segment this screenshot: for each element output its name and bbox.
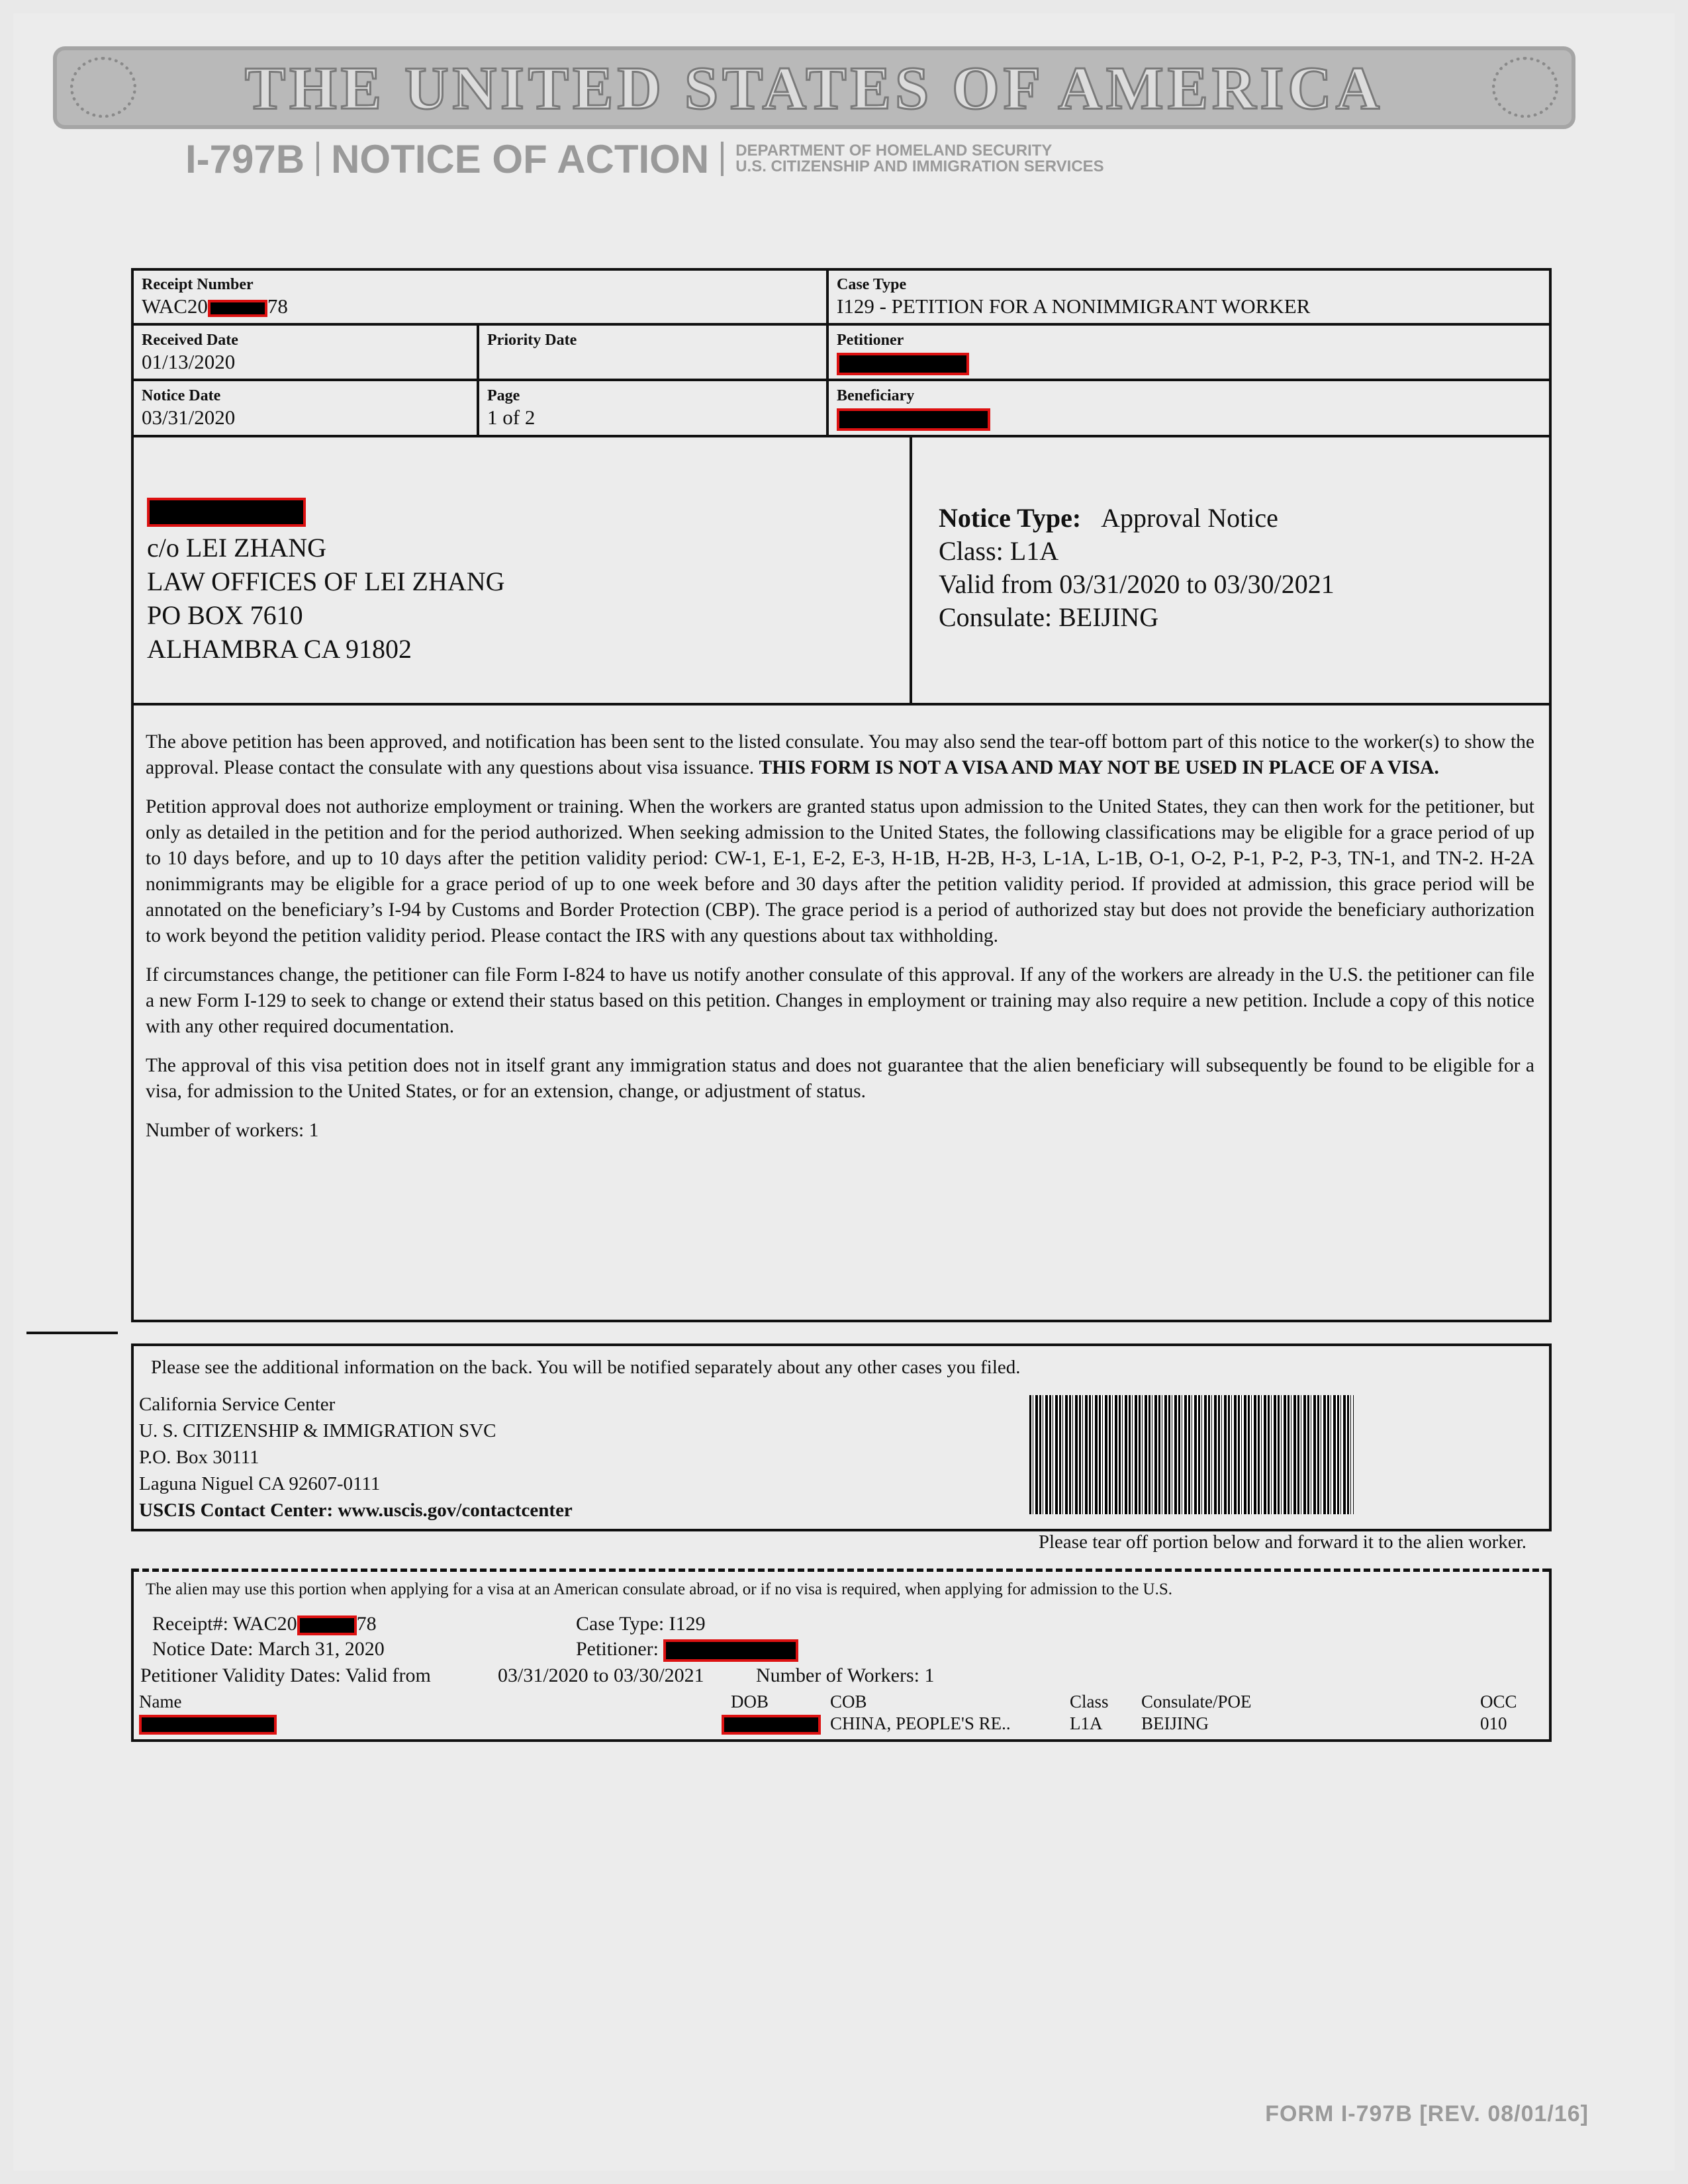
case-type-cell <box>830 271 1545 323</box>
page-value: 1 of 2 <box>487 406 536 429</box>
redaction-bar <box>837 353 969 375</box>
body-paragraph-4: The approval of this visa petition does not in itself grant any immigration status and does not guarantee that the alien beneficiary will subsequently be found to be eligible for a visa, for admission to the United States, or for an extension, change, or adjustment of status. <box>146 1055 1534 1102</box>
notice-body <box>146 729 1534 1157</box>
stub-validity-label: Petitioner Validity Dates: Valid from <box>140 1664 431 1686</box>
notice-consulate: Consulate: BEIJING <box>939 602 1159 632</box>
notice-date-label: Notice Date <box>142 387 221 404</box>
divider <box>826 268 829 436</box>
body-p1-warning: THIS FORM IS NOT A VISA AND MAY NOT BE USED IN PLACE OF A VISA. <box>759 757 1439 778</box>
page-label: Page <box>487 387 520 404</box>
col-class: Class <box>1070 1692 1109 1711</box>
notice-type-value: Approval Notice <box>1101 503 1278 533</box>
stub-receipt <box>152 1612 377 1636</box>
barcode-icon <box>1029 1395 1354 1514</box>
petitioner-value <box>837 349 1538 375</box>
body-p1-text: The above petition has been approved, and notification has been sent to the listed consulate. You may also send the tear-off bottom part of this notice to the worker(s) to show the approval. Please contact the consulate with any questions about visa issuance. <box>146 731 1534 778</box>
receipt-number-cell <box>135 271 823 323</box>
redaction-bar <box>147 498 306 527</box>
receipt-suffix: 78 <box>267 295 288 318</box>
stub-name-value <box>139 1711 277 1735</box>
case-type-value: I129 - PETITION FOR A NONIMMIGRANT WORKER <box>837 295 1311 318</box>
redaction-bar <box>722 1715 821 1735</box>
stub-petitioner <box>576 1637 798 1662</box>
stub-case-type: Case Type: I129 <box>576 1613 706 1635</box>
divider <box>131 323 1552 326</box>
petitioner-label: Petitioner <box>837 332 904 349</box>
office-line2: U. S. CITIZENSHIP & IMMIGRATION SVC <box>139 1420 496 1441</box>
banner-title: THE UNITED STATES OF AMERICA <box>244 54 1384 122</box>
divider <box>477 323 479 435</box>
stub-receipt-prefix: Receipt#: WAC20 <box>152 1613 297 1635</box>
beneficiary-label: Beneficiary <box>837 387 915 404</box>
mailing-address <box>147 498 505 666</box>
number-of-workers: Number of workers: 1 <box>146 1120 319 1141</box>
office-line3: P.O. Box 30111 <box>139 1447 259 1468</box>
notice-type <box>939 502 1335 535</box>
beneficiary-cell <box>830 383 1545 435</box>
notice-of-action-title: NOTICE OF ACTION <box>331 136 710 181</box>
divider <box>131 703 1552 705</box>
fold-mark <box>26 1332 118 1334</box>
dept-line2: U.S. CITIZENSHIP AND IMMIGRATION SERVICES <box>735 158 1104 175</box>
see-back-note: Please see the additional information on the back. You will be notified separately about any other cases you filed. <box>151 1357 1021 1378</box>
stub-workers: Number of Workers: 1 <box>756 1664 935 1686</box>
address-line3: PO BOX 7610 <box>147 600 303 630</box>
stub-notice-date: Notice Date: March 31, 2020 <box>152 1638 385 1660</box>
redaction-bar <box>297 1615 357 1635</box>
address-line1: c/o LEI ZHANG <box>147 533 327 563</box>
addressee-name <box>147 498 505 531</box>
rosette-right-icon <box>1492 57 1558 118</box>
page-cell <box>481 383 821 434</box>
body-paragraph-3: If circumstances change, the petitioner can file Form I-824 to have us notify another consulate of this approval. If any of the workers are already in the U.S. the petitioner can file a new Form I-129 to seek to change or extend their status based on this petition. Changes in employment or training may also require a new petition. Include a copy of this notice with any other required documentation. <box>146 964 1534 1037</box>
notice-date-value: 03/31/2020 <box>142 406 236 429</box>
department-name <box>735 143 1104 175</box>
rosette-left-icon <box>70 57 136 118</box>
title-divider <box>316 142 319 176</box>
notice-type-block <box>939 502 1335 634</box>
stub-occ-value: 010 <box>1480 1713 1507 1733</box>
divider <box>131 435 1552 437</box>
notice-type-label: Notice Type: <box>939 503 1082 533</box>
stub-cob-value: CHINA, PEOPLE'S RE.. <box>830 1713 1011 1733</box>
service-center-address <box>139 1391 573 1524</box>
notice-valid-dates: Valid from 03/31/2020 to 03/30/2021 <box>939 569 1335 599</box>
stub-receipt-suffix: 78 <box>356 1613 377 1635</box>
col-cob: COB <box>830 1692 867 1711</box>
redaction-bar <box>663 1639 798 1662</box>
divider <box>910 435 912 704</box>
beneficiary-value <box>837 405 1538 431</box>
office-line4: Laguna Niguel CA 92607-0111 <box>139 1473 381 1494</box>
col-name: Name <box>139 1692 182 1711</box>
priority-date-label: Priority Date <box>487 332 577 349</box>
receipt-prefix: WAC20 <box>142 295 208 318</box>
body-paragraph-1 <box>146 729 1534 781</box>
address-line2: LAW OFFICES OF LEI ZHANG <box>147 567 505 596</box>
stub-class-value: L1A <box>1070 1713 1103 1733</box>
stub-intro: The alien may use this portion when applying for a visa at an American consulate abroad, or if no visa is required, when applying for admission to the U.S. <box>146 1580 1173 1598</box>
col-dob: DOB <box>731 1692 769 1711</box>
col-consulate: Consulate/POE <box>1141 1692 1252 1711</box>
title-divider <box>721 142 724 176</box>
form-number: I-797B <box>185 136 305 181</box>
redaction-bar <box>837 408 990 431</box>
form-title-row <box>185 132 1104 185</box>
stub-dob-value <box>722 1711 821 1735</box>
tear-off-instruction: Please tear off portion below and forward it to the alien worker. <box>1038 1531 1526 1553</box>
header-banner <box>53 46 1575 129</box>
received-date-cell <box>135 327 473 379</box>
received-date-value: 01/13/2020 <box>142 350 236 373</box>
receipt-number-label: Receipt Number <box>142 276 254 293</box>
office-line1: California Service Center <box>139 1394 336 1415</box>
stub-consulate-value: BEIJING <box>1141 1713 1209 1733</box>
notice-date-cell <box>135 383 473 434</box>
received-date-label: Received Date <box>142 332 238 349</box>
priority-date-cell <box>481 327 821 353</box>
case-type-label: Case Type <box>837 276 907 293</box>
address-line4: ALHAMBRA CA 91802 <box>147 634 412 664</box>
form-revision: FORM I-797B [REV. 08/01/16] <box>1265 2101 1589 2126</box>
notice-class: Class: L1A <box>939 536 1059 566</box>
petitioner-cell <box>830 327 1545 379</box>
stub-petitioner-label: Petitioner: <box>576 1638 659 1660</box>
stub-validity-dates: 03/31/2020 to 03/30/2021 <box>498 1664 704 1686</box>
redaction-bar <box>139 1715 277 1735</box>
redaction-bar <box>208 300 267 317</box>
dept-line1: DEPARTMENT OF HOMELAND SECURITY <box>735 142 1053 159</box>
receipt-number-value <box>142 294 817 319</box>
col-occ: OCC <box>1480 1692 1517 1711</box>
body-paragraph-2: Petition approval does not authorize employment or training. When the workers are granted status upon admission to the United States, they can then work for the petitioner, but only as detailed in the petition and for the period authorized. When seeking admission to the United States, the following classifications may be eligible for a grace period of up to 10 days before, and up to 10 days after the petition validity period: CW-1, E-1, E-2, E-3, H-1B, H-2B, H-3, L-1A, L-1B, O-1, O-2, P-1, P-2, P-3, TN-1, and TN-2. H-2A nonimmigrants may be eligible for a grace period of up to one week before and 30 days after the petition validity period. If provided at admission, this grace period will be annotated on the beneficiary’s I-94 by Customs and Border Protection (CBP). The grace period is a period of authorized stay but does not provide the beneficiary authorization to work beyond the petition validity period. Please contact the IRS with any questions about tax withholding. <box>146 796 1534 946</box>
contact-center: USCIS Contact Center: www.uscis.gov/contactcenter <box>139 1500 573 1521</box>
